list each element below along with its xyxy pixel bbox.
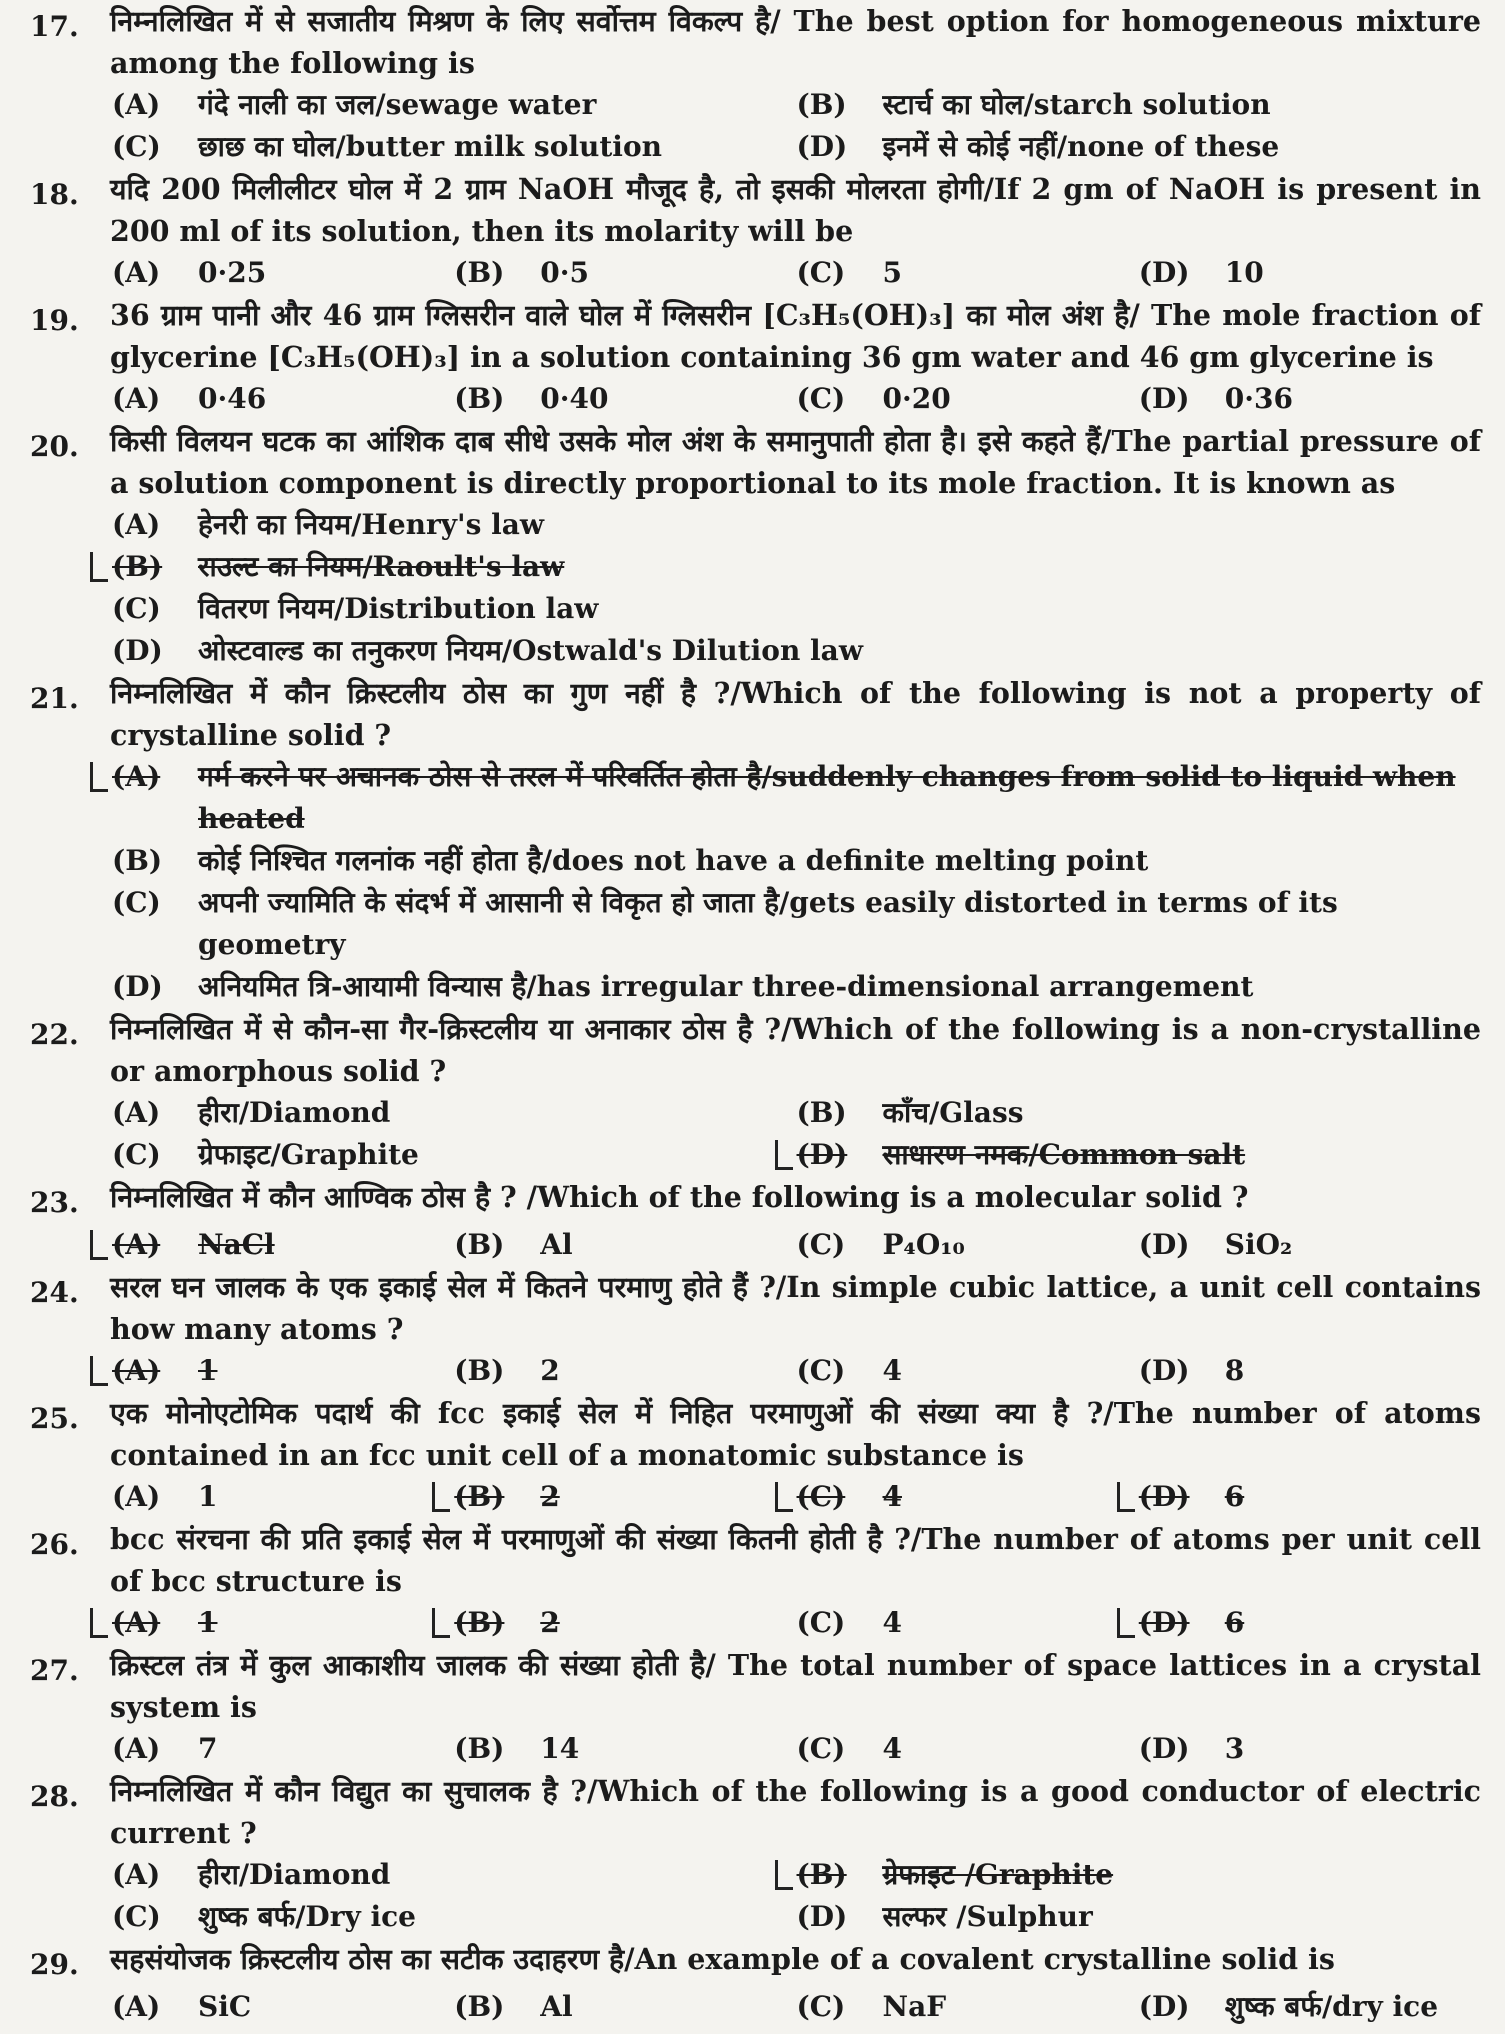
option-text: 10: [1224, 256, 1264, 289]
option-label: (B): [454, 1990, 505, 2023]
question-header: [30, 1008, 1481, 1092]
option-item: [797, 1986, 1139, 2028]
option-text: 3: [1224, 1732, 1245, 1765]
option-label: (B): [454, 382, 505, 415]
question-header: [30, 168, 1481, 252]
option-label: (A): [112, 1354, 161, 1387]
option-text: ओस्टवाल्ड का तनुकरण नियम/Ostwald's Dilution law: [198, 634, 863, 667]
question-item: [30, 672, 1481, 1008]
option-label: (C): [796, 1990, 846, 2023]
option-item: [112, 378, 454, 420]
question-number: 26.: [30, 1528, 79, 1561]
option-item: [797, 1092, 1482, 1134]
handwritten-tick-mark: [90, 552, 108, 582]
option-label: (A): [112, 1732, 161, 1765]
option-item: [454, 1476, 796, 1518]
option-item: [1139, 252, 1481, 294]
option-item: [1139, 1476, 1481, 1518]
option-item: [112, 1728, 454, 1770]
option-text: 2: [540, 1606, 560, 1639]
option-text: 4: [882, 1354, 902, 1387]
question-number: 19.: [30, 304, 79, 337]
option-label: (D): [1138, 1990, 1190, 2023]
option-text: 0·46: [198, 382, 267, 415]
option-item: [1139, 378, 1481, 420]
option-text: 4: [882, 1480, 902, 1513]
option-text: कोई निश्चित गलनांक नहीं होता है/does not have a definite melting point: [198, 844, 1149, 877]
option-text: ग्रेफाइट /Graphite: [882, 1858, 1114, 1891]
option-list: [30, 1728, 1481, 1770]
question-item: [30, 294, 1481, 420]
option-text: 0·25: [198, 256, 267, 289]
option-label: (C): [112, 592, 161, 625]
option-text: 8: [1224, 1354, 1245, 1387]
question-text: यदि 200 मिलीलीटर घोल में 2 ग्राम NaOH मौजूद है, तो इसकी मोलरता होगी/If 2 gm of NaOH is present in 200 ml of its solution, then its molarity will be: [110, 172, 1481, 248]
option-label: (A): [112, 88, 161, 121]
option-text: हेनरी का नियम/Henry's law: [198, 508, 544, 541]
option-label: (D): [796, 130, 848, 163]
question-number: 24.: [30, 1276, 79, 1309]
option-item: [454, 1986, 796, 2028]
handwritten-tick-mark: [432, 1608, 450, 1638]
question-header: [30, 420, 1481, 504]
option-item: [112, 546, 1481, 588]
handwritten-tick-mark: [775, 1482, 793, 1512]
question-number: 29.: [30, 1948, 79, 1981]
option-label: (C): [796, 1228, 846, 1261]
option-label: (B): [796, 88, 847, 121]
option-label: (D): [1138, 1228, 1190, 1261]
option-item: [112, 840, 1481, 882]
option-text: शुष्क बर्फ/dry ice: [1224, 1990, 1439, 2023]
question-item: [30, 1644, 1481, 1770]
option-label: (B): [454, 1228, 505, 1261]
question-text: 36 ग्राम पानी और 46 ग्राम ग्लिसरीन वाले घोल में ग्लिसरीन [C₃H₅(OH)₃] का मोल अंश है/ The mole fraction of glycerine [C₃H₅(OH)₃] in a solution containing 36 gm water and 46 gm glycerine is: [110, 298, 1481, 374]
option-label: (A): [112, 508, 161, 541]
option-label: (C): [112, 1900, 161, 1933]
option-label: (D): [1138, 1480, 1190, 1513]
option-label: (D): [796, 1138, 848, 1171]
option-item: [1139, 1728, 1481, 1770]
option-item: [454, 1350, 796, 1392]
option-label: (C): [112, 886, 161, 919]
question-item: [30, 1938, 1481, 2028]
option-label: (D): [796, 1900, 848, 1933]
option-text: 1: [198, 1354, 218, 1387]
question-item: [30, 1518, 1481, 1644]
option-item: [797, 84, 1482, 126]
question-text: किसी विलयन घटक का आंशिक दाब सीधे उसके मोल अंश के समानुपाती होता है। इसे कहते हैं/The partial pressure of a solution component is directly proportional to its mole fraction. It is known as: [110, 424, 1481, 500]
option-list: [30, 1224, 1481, 1266]
option-label: (B): [454, 1354, 505, 1387]
option-label: (B): [796, 1858, 847, 1891]
question-text: क्रिस्टल तंत्र में कुल आकाशीय जालक की संख्या होती है/ The total number of space lattices in a crystal system is: [110, 1648, 1481, 1724]
option-item: [797, 1224, 1139, 1266]
option-item: [797, 1602, 1139, 1644]
option-item: [454, 378, 796, 420]
option-item: [797, 1134, 1482, 1176]
option-text: अनियमित त्रि-आयामी विन्यास है/has irregular three-dimensional arrangement: [198, 970, 1254, 1003]
option-list: [30, 1854, 1481, 1938]
handwritten-tick-mark: [90, 1230, 108, 1260]
question-header: [30, 672, 1481, 756]
option-text: 4: [882, 1732, 902, 1765]
question-number: 22.: [30, 1018, 79, 1051]
option-label: (D): [112, 634, 163, 667]
question-number: 21.: [30, 682, 79, 715]
option-text: साधारण नमक/Common salt: [882, 1138, 1246, 1171]
question-header: [30, 1176, 1481, 1224]
option-label: (D): [1138, 1354, 1190, 1387]
option-text: 14: [540, 1732, 580, 1765]
question-number: 23.: [30, 1186, 79, 1219]
option-label: (B): [112, 844, 163, 877]
option-text: गर्म करने पर अचानक ठोस से तरल में परिवर्तित होता है/suddenly changes from solid to liquid when heated: [198, 760, 1456, 835]
option-label: (B): [454, 1732, 505, 1765]
option-label: (B): [454, 1606, 505, 1639]
option-text: इनमें से कोई नहीं/none of these: [882, 130, 1280, 163]
question-header: [30, 1938, 1481, 1986]
option-text: 0·36: [1224, 382, 1293, 415]
option-label: (D): [112, 970, 163, 1003]
option-text: Al: [540, 1990, 573, 2023]
option-label: (D): [1138, 256, 1190, 289]
option-text: 2: [540, 1480, 560, 1513]
option-text: हीरा/Diamond: [198, 1096, 391, 1129]
option-text: हीरा/Diamond: [198, 1858, 391, 1891]
question-item: [30, 1392, 1481, 1518]
option-text: 6: [1224, 1480, 1245, 1513]
option-text: NaCl: [198, 1228, 275, 1261]
option-label: (A): [112, 1228, 161, 1261]
option-text: ग्रेफाइट/Graphite: [198, 1138, 419, 1171]
question-number: 18.: [30, 178, 79, 211]
option-item: [454, 252, 796, 294]
option-item: [1139, 1224, 1481, 1266]
question-item: [30, 1008, 1481, 1176]
handwritten-tick-mark: [432, 1482, 450, 1512]
option-text: काँच/Glass: [882, 1096, 1024, 1129]
option-item: [112, 1224, 454, 1266]
option-text: SiC: [198, 1990, 252, 2023]
question-item: [30, 1770, 1481, 1938]
option-text: स्टार्च का घोल/starch solution: [882, 88, 1271, 121]
question-text: निम्नलिखित में कौन आण्विक ठोस है ? /Which of the following is a molecular solid ?: [110, 1180, 1249, 1214]
option-label: (C): [796, 256, 846, 289]
option-text: 2: [540, 1354, 560, 1387]
question-text: निम्नलिखित में से कौन-सा गैर-क्रिस्टलीय या अनाकार ठोस है ?/Which of the following is a non-crystalline or amorphous solid ?: [110, 1012, 1481, 1088]
option-label: (C): [112, 130, 161, 163]
option-text: छाछ का घोल/butter milk solution: [198, 130, 662, 163]
option-text: गंदे नाली का जल/sewage water: [198, 88, 597, 121]
option-label: (A): [112, 382, 161, 415]
option-label: (C): [112, 1138, 161, 1171]
option-text: 6: [1224, 1606, 1245, 1639]
option-text: सल्फर /Sulphur: [882, 1900, 1093, 1933]
option-item: [112, 1476, 454, 1518]
option-item: [797, 1896, 1482, 1938]
option-list: [30, 756, 1481, 1008]
option-item: [112, 1986, 454, 2028]
option-item: [112, 882, 1481, 966]
option-text: अपनी ज्यामिति के संदर्भ में आसानी से विकृत हो जाता है/gets easily distorted in terms of its geometry: [198, 886, 1338, 961]
question-text: bcc संरचना की प्रति इकाई सेल में परमाणुओं की संख्या कितनी होती है ?/The number of atoms per unit cell of bcc structure is: [110, 1522, 1481, 1598]
question-text: निम्नलिखित में कौन क्रिस्टलीय ठोस का गुण नहीं है ?/Which of the following is not a property of crystalline solid ?: [110, 676, 1481, 752]
option-label: (A): [112, 256, 161, 289]
option-text: 4: [882, 1606, 902, 1639]
question-header: [30, 294, 1481, 378]
option-item: [797, 378, 1139, 420]
option-text: 0·40: [540, 382, 609, 415]
option-label: (C): [796, 1480, 846, 1513]
option-item: [797, 1476, 1139, 1518]
question-header: [30, 1644, 1481, 1728]
option-item: [112, 966, 1481, 1008]
handwritten-tick-mark: [775, 1860, 793, 1890]
option-list: [30, 1602, 1481, 1644]
option-text: 5: [882, 256, 902, 289]
option-text: शुष्क बर्फ/Dry ice: [198, 1900, 416, 1933]
option-label: (A): [112, 1480, 161, 1513]
option-item: [1139, 1986, 1481, 2028]
question-text: सरल घन जालक के एक इकाई सेल में कितने परमाणु होते हैं ?/In simple cubic lattice, a unit cell contains how many atoms ?: [110, 1270, 1481, 1346]
option-item: [1139, 1602, 1481, 1644]
question-text: निम्नलिखित में कौन विद्युत का सुचालक है ?/Which of the following is a good conductor of electric current ?: [110, 1774, 1481, 1850]
option-label: (C): [796, 1354, 846, 1387]
option-label: (B): [796, 1096, 847, 1129]
option-item: [112, 1854, 797, 1896]
option-text: राउल्ट का नियम/Raoult's law: [198, 550, 565, 583]
option-list: [30, 504, 1481, 672]
option-text: SiO₂: [1224, 1228, 1293, 1261]
question-item: [30, 1266, 1481, 1392]
option-list: [30, 1986, 1481, 2028]
option-text: 0·20: [882, 382, 951, 415]
handwritten-tick-mark: [90, 1356, 108, 1386]
option-item: [1139, 1350, 1481, 1392]
option-text: 1: [198, 1480, 218, 1513]
question-number: 20.: [30, 430, 79, 463]
question-header: [30, 0, 1481, 84]
option-list: [30, 1092, 1481, 1176]
option-list: [30, 84, 1481, 168]
option-item: [112, 1092, 797, 1134]
handwritten-tick-mark: [1117, 1608, 1135, 1638]
option-item: [112, 1896, 797, 1938]
option-list: [30, 1476, 1481, 1518]
question-number: 17.: [30, 10, 79, 43]
question-header: [30, 1518, 1481, 1602]
option-item: [112, 588, 1481, 630]
option-label: (D): [1138, 1732, 1190, 1765]
option-item: [112, 1602, 454, 1644]
option-item: [797, 1854, 1482, 1896]
question-item: [30, 168, 1481, 294]
handwritten-tick-mark: [775, 1140, 793, 1170]
option-text: NaF: [882, 1990, 947, 2023]
option-label: (A): [112, 1858, 161, 1891]
option-item: [454, 1728, 796, 1770]
option-item: [112, 1350, 454, 1392]
question-item: [30, 0, 1481, 168]
question-header: [30, 1266, 1481, 1350]
option-text: 0·5: [540, 256, 589, 289]
option-item: [797, 1728, 1139, 1770]
option-item: [112, 126, 797, 168]
option-list: [30, 252, 1481, 294]
option-list: [30, 378, 1481, 420]
option-text: 1: [198, 1606, 218, 1639]
option-item: [797, 126, 1482, 168]
question-text: सहसंयोजक क्रिस्टलीय ठोस का सटीक उदाहरण है/An example of a covalent crystalline solid is: [110, 1942, 1335, 1976]
option-label: (B): [454, 1480, 505, 1513]
option-label: (A): [112, 760, 161, 793]
option-label: (B): [454, 256, 505, 289]
option-label: (D): [1138, 382, 1190, 415]
option-item: [112, 252, 454, 294]
option-label: (A): [112, 1990, 161, 2023]
option-label: (C): [796, 1606, 846, 1639]
question-number: 27.: [30, 1654, 79, 1687]
option-label: (A): [112, 1606, 161, 1639]
option-item: [112, 756, 1481, 840]
question-text: एक मोनोएटोमिक पदार्थ की fcc इकाई सेल में निहित परमाणुओं की संख्या क्या है ?/The number of atoms contained in an fcc unit cell of a monatomic substance is: [110, 1396, 1481, 1472]
option-text: P₄O₁₀: [882, 1228, 965, 1261]
question-item: [30, 1176, 1481, 1266]
option-label: (D): [1138, 1606, 1190, 1639]
option-text: वितरण नियम/Distribution law: [198, 592, 599, 625]
question-item: [30, 420, 1481, 672]
handwritten-tick-mark: [1117, 1482, 1135, 1512]
question-header: [30, 1392, 1481, 1476]
question-text: निम्नलिखित में से सजातीय मिश्रण के लिए सर्वोत्तम विकल्प है/ The best option for homogeneous mixture among the following is: [110, 4, 1481, 80]
option-label: (C): [796, 1732, 846, 1765]
option-item: [454, 1224, 796, 1266]
option-item: [454, 1602, 796, 1644]
option-text: Al: [540, 1228, 573, 1261]
option-item: [112, 84, 797, 126]
option-label: (A): [112, 1096, 161, 1129]
option-item: [797, 252, 1139, 294]
option-list: [30, 1350, 1481, 1392]
option-text: 7: [198, 1732, 218, 1765]
question-number: 28.: [30, 1780, 79, 1813]
question-number: 25.: [30, 1402, 79, 1435]
option-item: [112, 630, 1481, 672]
option-label: (B): [112, 550, 163, 583]
option-item: [797, 1350, 1139, 1392]
handwritten-tick-mark: [90, 762, 108, 792]
option-label: (C): [796, 382, 846, 415]
option-item: [112, 504, 1481, 546]
handwritten-tick-mark: [90, 1608, 108, 1638]
question-header: [30, 1770, 1481, 1854]
question-list: [30, 0, 1481, 2028]
option-item: [112, 1134, 797, 1176]
